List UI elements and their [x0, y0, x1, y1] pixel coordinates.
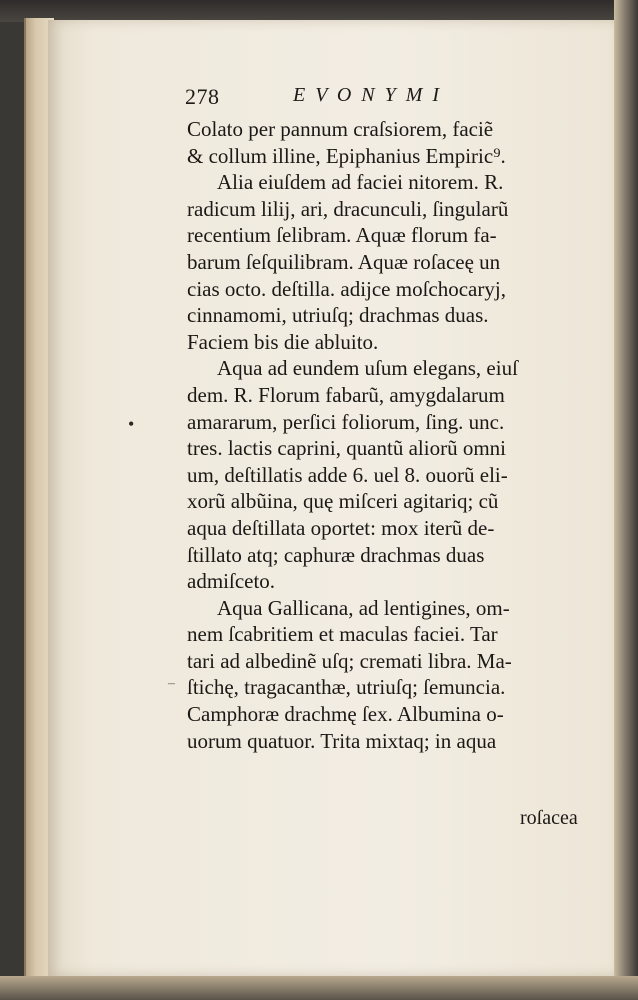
text-line: dem. R. Florum fabarũ, amygdalarum: [187, 382, 505, 407]
page-header: [185, 84, 605, 114]
text-line: admiſceto.: [187, 569, 276, 594]
text-line: xorũ albũina, quę miſceri agitariq; cũ: [187, 489, 499, 514]
catchword: roſacea: [520, 807, 578, 829]
page-number: 278: [185, 84, 220, 109]
text-line: ſtillato atq; caphuræ drachmas duas: [187, 542, 485, 567]
running-title: EVONYMI: [293, 84, 450, 106]
page-bottom-edge: [0, 976, 638, 1000]
text-line: aqua deſtillata oportet: mox iterũ de-: [187, 515, 495, 540]
scan-background-top: [0, 0, 638, 22]
text-line: & collum illine, Epiphanius Empiric⁹.: [187, 143, 506, 168]
text-line: amararum, perſici foliorum, ſing. unc.: [187, 409, 505, 434]
text-line: tres. lactis caprini, quantũ aliorũ omni: [187, 436, 506, 461]
text-line: Colato per pannum craſsiorem, faciẽ: [187, 117, 494, 141]
text-line: Aqua ad eundem uſum elegans, eiuſ: [217, 356, 518, 381]
text-line: ſtichę, tragacanthæ, utriuſq; ſemuncia.: [187, 675, 506, 700]
page-right-edge: [614, 0, 638, 1000]
text-line: cinnamomi, utriuſq; drachmas duas.: [187, 303, 489, 328]
text-line: nem ſcabritiem et maculas faciei. Tar: [187, 622, 498, 647]
margin-mark: •: [128, 414, 135, 434]
text-line: uorum quatuor. Trita mixtaq; in aqua: [187, 728, 497, 753]
text-line: Alia eiuſdem ad faciei nitorem. R.: [217, 170, 504, 195]
text-line: Camphoræ drachmę ſex. Albumina o-: [187, 702, 504, 727]
text-line: Aqua Gallicana, ad lentigines, om-: [217, 595, 510, 620]
text-line: cias octo. deſtilla. adijce moſchocaryj,: [187, 276, 506, 301]
text-line: recentium ſelibram. Aquæ florum fa-: [187, 223, 497, 248]
margin-mark: –: [168, 676, 175, 691]
text-line: barum ſeſquilibram. Aquæ roſaceę un: [187, 249, 501, 274]
text-line: tari ad albedinẽ uſq; cremati libra. Ma-: [187, 648, 512, 673]
text-line: um, deſtillatis adde 6. uel 8. ouorũ eli-: [187, 462, 508, 487]
body-text: [187, 116, 607, 754]
text-line: radicum lilij, ari, dracunculi, ſingularũ: [187, 196, 509, 221]
text-line: Faciem bis die abluito.: [187, 329, 379, 354]
